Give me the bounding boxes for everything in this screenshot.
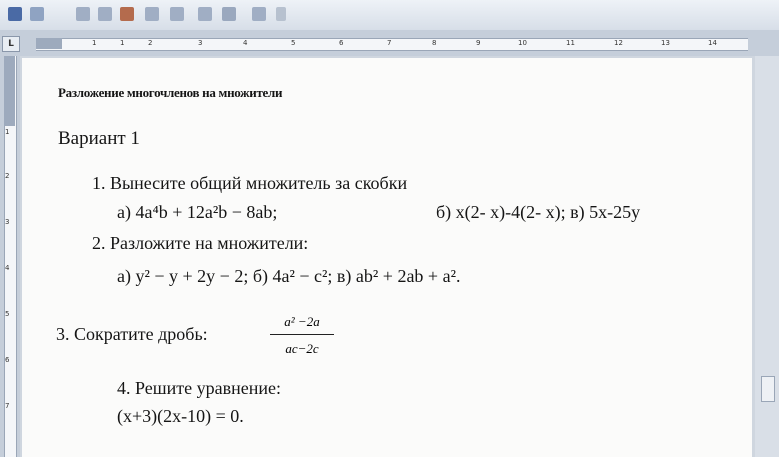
pdf-icon[interactable] — [120, 7, 134, 21]
task2-title: 2. Разложите на множители: — [92, 233, 309, 253]
scrollbar-thumb[interactable] — [761, 376, 775, 402]
ruler-tick: 2 — [148, 39, 153, 47]
task2-expressions: а) y² − y + 2y − 2; б) 4a² − c²; в) ab² + 2ab + a². — [117, 266, 461, 286]
task4-equation: (x+3)(2x-10) = 0. — [117, 406, 244, 426]
ruler-tick: 7 — [387, 39, 392, 47]
ruler-tick: 12 — [614, 39, 623, 47]
undo-icon[interactable] — [30, 7, 44, 21]
task1-part-bc: б) x(2- x)-4(2- x); в) 5x-25y — [436, 202, 641, 222]
vruler-top-margin[interactable] — [4, 56, 15, 126]
ruler-tick: 6 — [339, 39, 344, 47]
ruler-left-margin[interactable] — [36, 38, 62, 49]
style-icon[interactable] — [198, 7, 212, 21]
ruler-tick: 1 — [92, 39, 97, 47]
vertical-ruler[interactable] — [0, 56, 20, 457]
task4-title: 4. Решите уравнение: — [117, 378, 281, 398]
save-icon[interactable] — [76, 7, 90, 21]
fraction-numerator: a² −2a — [270, 314, 334, 335]
variant-title: Вариант 1 — [58, 128, 140, 149]
ruler-tick: 13 — [661, 39, 670, 47]
horizontal-ruler[interactable] — [0, 30, 779, 56]
document-header: Разложение многочленов на множители — [58, 85, 283, 100]
document-page[interactable] — [22, 58, 752, 457]
task3-title: 3. Сократите дробь: — [56, 324, 208, 344]
ruler-tick: 5 — [291, 39, 296, 47]
quick-access-toolbar — [0, 0, 779, 31]
task1-part-a: а) 4a⁴b + 12a²b − 8ab; — [117, 202, 278, 222]
ruler-tick: 8 — [432, 39, 437, 47]
vruler-tick: 4 — [5, 264, 10, 272]
ruler-tick: 1 — [120, 39, 125, 47]
vertical-scrollbar[interactable] — [755, 56, 779, 457]
ruler-tick: 10 — [518, 39, 527, 47]
fraction-denominator: ac−2c — [285, 341, 319, 356]
vruler-tick: 1 — [5, 128, 10, 136]
ruler-tick: 4 — [243, 39, 248, 47]
draw-icon[interactable] — [222, 7, 236, 21]
vruler-tick: 6 — [5, 356, 10, 364]
fraction — [270, 314, 334, 357]
customize-dropdown-icon[interactable] — [276, 7, 286, 21]
ruler-tick: 14 — [708, 39, 717, 47]
task1-title: 1. Вынесите общий множитель за скобки — [92, 173, 408, 193]
ruler-tick: 11 — [566, 39, 575, 47]
vruler-tick: 7 — [5, 402, 10, 410]
vruler-tick: 5 — [5, 310, 10, 318]
table-icon[interactable] — [145, 7, 159, 21]
ruler-tick: 3 — [198, 39, 203, 47]
vruler-tick: 3 — [5, 218, 10, 226]
format-icon[interactable] — [170, 7, 184, 21]
print-icon[interactable] — [98, 7, 112, 21]
toolbar-icon[interactable] — [252, 7, 266, 21]
ruler-band — [36, 38, 748, 51]
tab-selector[interactable]: L — [2, 36, 20, 52]
ruler-tick: 9 — [476, 39, 481, 47]
vruler-tick: 2 — [5, 172, 10, 180]
word-icon[interactable] — [8, 7, 22, 21]
